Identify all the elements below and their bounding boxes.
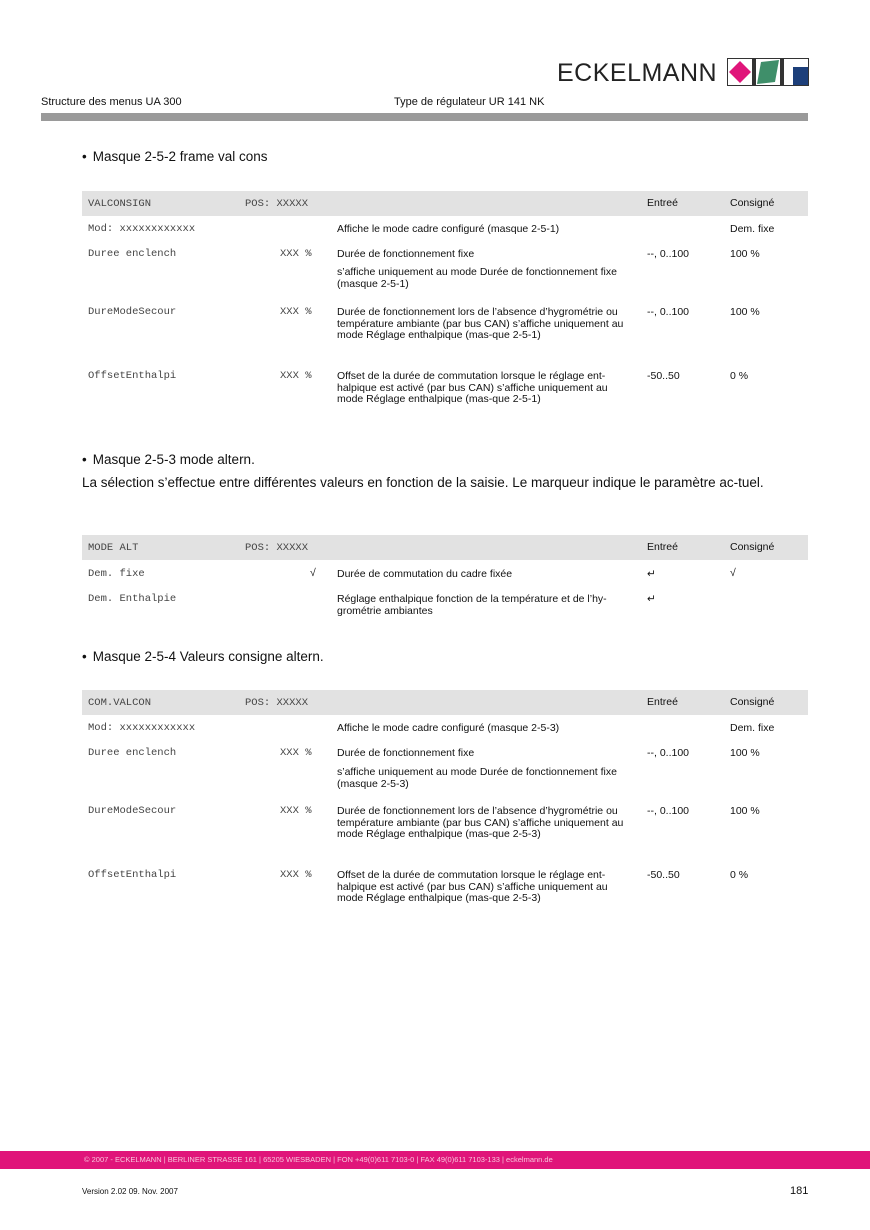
header-left: Structure des menus UA 300 — [41, 96, 182, 108]
row-value: XXX % — [280, 370, 312, 382]
section1-heading: • Masque 2-5-2 frame val cons — [82, 149, 268, 164]
row-desc-note: s’affiche uniquement au mode Durée de fonctionnement fixe (masque 2-5-3) — [337, 766, 617, 790]
section1-heading-text: Masque 2-5-2 frame val cons — [92, 149, 268, 164]
section3-heading-text: Masque 2-5-4 Valeurs consigne altern. — [92, 649, 324, 664]
section3-table-header — [82, 690, 808, 715]
section3-heading: • Masque 2-5-4 Valeurs consigne altern. — [82, 649, 324, 664]
checkmark-icon: √ — [730, 567, 736, 579]
row-value: XXX % — [280, 805, 312, 817]
row-name: Duree enclench — [88, 747, 177, 759]
row-entree: --, 0..100 — [647, 306, 690, 318]
col-consigne: Consigné — [730, 541, 775, 553]
row-consigne: Dem. fixe — [730, 722, 775, 734]
row-consigne: 100 % — [730, 248, 760, 260]
row-name: DureModeSecour — [88, 306, 177, 318]
page-number: 181 — [790, 1185, 809, 1197]
row-name: OffsetEnthalpi — [88, 370, 177, 382]
col-consigne: Consigné — [730, 197, 775, 209]
row-name: OffsetEnthalpi — [88, 869, 177, 881]
col-name: VALCONSIGN — [88, 198, 152, 210]
row-desc-note: s’affiche uniquement au mode Durée de fonctionnement fixe (masque 2-5-1) — [337, 266, 617, 290]
row-name: Dem. fixe — [88, 568, 145, 580]
row-desc: Réglage enthalpique fonction de la température et de l’hy-grométrie ambiantes — [337, 593, 607, 617]
row-consigne: 100 % — [730, 805, 760, 817]
section2-heading-text: Masque 2-5-3 mode altern. — [92, 452, 255, 467]
row-desc: Durée de fonctionnement fixe — [337, 747, 475, 759]
row-name: Dem. Enthalpie — [88, 593, 177, 605]
header-divider — [41, 113, 808, 121]
col-entree: Entreé — [647, 696, 678, 708]
row-value: XXX % — [280, 869, 312, 881]
row-entree: -50..50 — [647, 370, 680, 382]
row-value: XXX % — [280, 747, 312, 759]
footer-copyright: © 2007 - ECKELMANN | BERLINER STRASSE 161 | 65205 WIESBADEN | FON +49(0)611 7103-0 | FAX 49(0)611 7103-133 | eckelmann.de — [84, 1155, 553, 1164]
enter-key-icon: ↵ — [647, 568, 656, 580]
enter-key-icon: ↵ — [647, 593, 656, 605]
row-desc: Offset de la durée de commutation lorsque le réglage ent-halpique est activé (par bus CAN) s’affiche uniquement au mode Réglage enthalpique (mas-que 2-5-3) — [337, 869, 608, 904]
row-desc: Durée de fonctionnement lors de l’absence d’hygrométrie ou température ambiante (par bus CAN) s’affiche uniquement au mode Réglage enthalpique (mas-que 2-5-3) — [337, 805, 624, 840]
row-desc: Durée de fonctionnement lors de l’absence d’hygrométrie ou température ambiante (par bus CAN) s’affiche uniquement au mode Réglage enthalpique (mas-que 2-5-1) — [337, 306, 624, 341]
row-entree: -50..50 — [647, 869, 680, 881]
col-consigne: Consigné — [730, 696, 775, 708]
row-desc: Durée de fonctionnement fixe — [337, 248, 475, 260]
row-name: DureModeSecour — [88, 805, 177, 817]
footer-version: Version 2.02 09. Nov. 2007 — [82, 1187, 178, 1196]
brand-logo-text: ECKELMANN — [557, 59, 718, 87]
col-entree: Entreé — [647, 541, 678, 553]
checkmark-icon: √ — [310, 567, 316, 579]
brand-logo-icon — [727, 58, 809, 86]
section1-table-header — [82, 191, 808, 216]
row-desc: Durée de commutation du cadre fixée — [337, 568, 513, 580]
section2-heading: • Masque 2-5-3 mode altern. — [82, 452, 255, 467]
header-middle: Type de régulateur UR 141 NK — [394, 96, 545, 108]
row-consigne: Dem. fixe — [730, 223, 775, 235]
row-entree: --, 0..100 — [647, 248, 690, 260]
row-name: Mod: xxxxxxxxxxxx — [88, 223, 196, 235]
col-name: MODE ALT — [88, 542, 139, 554]
col-pos: POS: XXXXX — [245, 198, 309, 210]
col-name: COM.VALCON — [88, 697, 152, 709]
row-entree: --, 0..100 — [647, 747, 690, 759]
row-consigne: 100 % — [730, 306, 760, 318]
row-value: XXX % — [280, 248, 312, 260]
row-consigne: 100 % — [730, 747, 760, 759]
col-pos: POS: XXXXX — [245, 542, 309, 554]
col-entree: Entreé — [647, 197, 678, 209]
row-name: Mod: xxxxxxxxxxxx — [88, 722, 196, 734]
row-desc: Offset de la durée de commutation lorsque le réglage ent-halpique est activé (par bus CAN) s’affiche uniquement au mode Réglage enthalpique (mas-que 2-5-1) — [337, 370, 608, 405]
row-value: XXX % — [280, 306, 312, 318]
col-pos: POS: XXXXX — [245, 697, 309, 709]
row-name: Duree enclench — [88, 248, 177, 260]
row-consigne: 0 % — [730, 869, 749, 881]
section2-paragraph: La sélection s’effectue entre différentes valeurs en fonction de la saisie. Le marqueur indique le paramètre ac-tuel. — [82, 475, 764, 490]
row-entree: --, 0..100 — [647, 805, 690, 817]
row-desc: Affiche le mode cadre configuré (masque 2-5-3) — [337, 722, 560, 734]
row-consigne: 0 % — [730, 370, 749, 382]
row-desc: Affiche le mode cadre configuré (masque 2-5-1) — [337, 223, 560, 235]
section2-table-header — [82, 535, 808, 560]
